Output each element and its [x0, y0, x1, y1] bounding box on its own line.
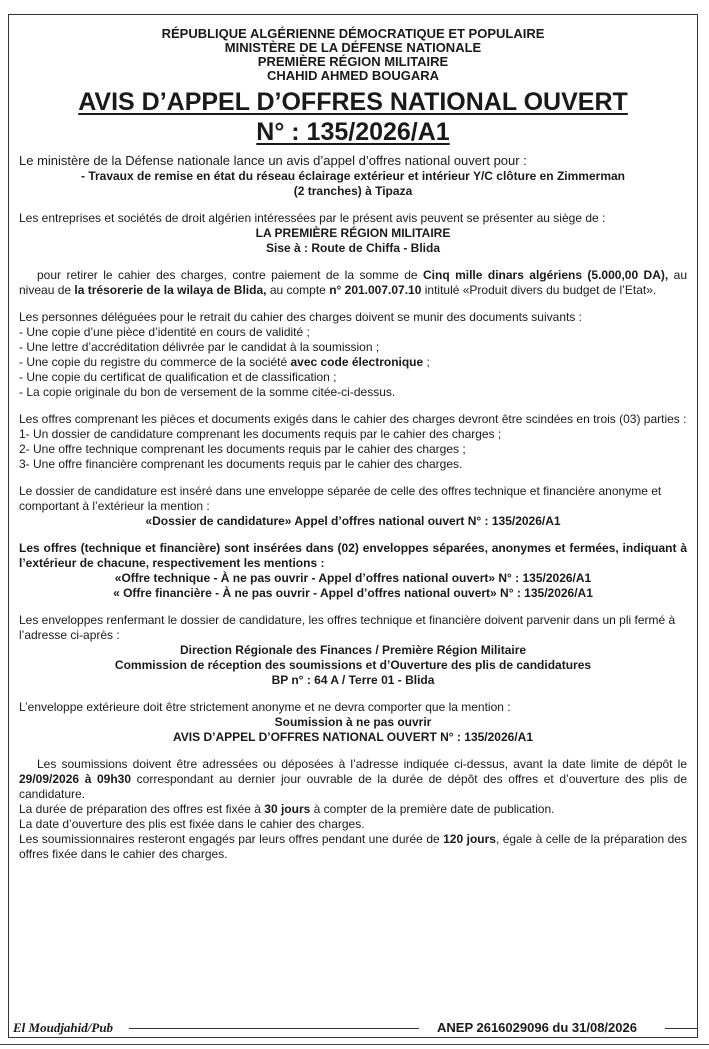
payment-tresorerie: la trésorerie de la wilaya de Blida, [74, 283, 267, 297]
final-duration-c: à compter de la première date de publication. [310, 802, 555, 816]
footer-source: El Moudjahid/Pub [13, 1020, 114, 1035]
final-engagement-days: 120 jours [443, 832, 496, 846]
parts-item-3: 3- Une offre financière comprenant les documents requis par le cahier des charges. [19, 457, 463, 471]
documents-item-1: - Une copie d’une pièce d’identité en cours de validité ; [19, 325, 310, 339]
offres-mention-technique: «Offre technique - À ne pas ouvrir - Appel d’offres national ouvert» N° : 135/2026/A1 [114, 571, 592, 585]
documents-item-4: - Une copie du certificat de qualification et de classification ; [19, 370, 337, 384]
final-deadline-a: Les soumissions doivent être adressées ou déposées à l’adresse indiquée ci-dessus, avant la date limite de dépôt le [37, 757, 687, 771]
notice-content [19, 27, 687, 862]
intro-object-line1: - Travaux de remise en état du réseau éclairage extérieur et intérieur Y/C clôture en Zimmerman [80, 169, 625, 183]
intro-text: Le ministère de la Défense nationale lance un avis d’appel d’offres national ouvert pour : [19, 153, 527, 168]
final-deadline-c: correspondant au dernier jour ouvrable de la durée de dépôt des offres et d’ouverture des plis de candidature. [19, 772, 687, 801]
footer-reference: ANEP 2616029096 du 31/08/2026 [437, 1020, 637, 1035]
footer-rule-left [129, 1028, 419, 1029]
parts-item-1: 1- Un dossier de candidature comprenant les documents requis par le cahier des charges ; [19, 427, 502, 441]
documents-item-3-a: - Une copie du registre du commerce de la société [19, 355, 291, 369]
payment-paragraph [19, 268, 687, 298]
exterieure-line-1: Soumission à ne pas ouvrir [274, 715, 432, 729]
offres-mention-financiere: « Offre financière - À ne pas ouvrir - Appel d’offres national ouvert» N° : 135/2026/A1 [113, 586, 593, 600]
payment-text-3: au compte [266, 283, 330, 297]
notice-frame [8, 14, 698, 1038]
intro-object-line2: (2 tranches) à Tipaza [293, 184, 413, 198]
payment-account: n° 201.007.07.10 [329, 283, 422, 297]
parts-intro: Les offres comprenant les pièces et documents exigés dans le cahier des charges devront être scindées en trois (03) parties : [19, 412, 687, 426]
siege-name: LA PREMIÈRE RÉGION MILITAIRE [255, 226, 451, 240]
offres-text: Les offres (technique et financière) sont insérées dans (02) enveloppes séparées, anonymes et fermées, indiquant à l’extérieur de chacune, respectivement les mentions : [19, 541, 687, 570]
siege-address: Sise à : Route de Chiffa - Blida [265, 241, 441, 255]
documents-item-3-c: ; [423, 355, 430, 369]
header-chahid: CHAHID AHMED BOUGARA [266, 68, 440, 83]
parts-item-2: 2- Une offre technique comprenant les documents requis par le cahier des charges ; [19, 442, 466, 456]
dossier-mention: «Dossier de candidature» Appel d’offres national ouvert N° : 135/2026/A1 [145, 514, 561, 528]
footer [9, 1018, 697, 1038]
documents-item-3 [19, 355, 687, 370]
payment-amount: Cinq mille dinars algériens (5.000,00 DA), [423, 268, 669, 282]
exterieure-line-2: AVIS D’APPEL D’OFFRES NATIONAL OUVERT N° : 135/2026/A1 [173, 730, 533, 744]
payment-text-2: au niveau de [19, 268, 688, 297]
header-ministry: MINISTÈRE DE LA DÉFENSE NATIONALE [224, 40, 482, 55]
documents-item-5: - La copie originale du bon de versement de la somme citée-ci-dessus. [19, 385, 396, 399]
final-opening: La date d’ouverture des plis est fixée dans le cahier des charges. [19, 817, 365, 831]
adresse-line-2: Commission de réception des soumissions et d’Ouverture des plis de candidatures [114, 658, 592, 672]
final-engagement [19, 832, 687, 862]
exterieure-text: L’enveloppe extérieure doit être strictement anonyme et ne devra comporter que la mention : [19, 700, 511, 714]
dossier-text: Le dossier de candidature est inséré dans une enveloppe séparée de celle des offres technique et financière anonyme et comportant à l’extérieur la mention : [19, 484, 662, 513]
documents-item-3-b: avec code électronique [290, 355, 424, 369]
notice-title: AVIS D’APPEL D’OFFRES NATIONAL OUVERT [78, 88, 628, 116]
footer-rule-right [665, 1028, 697, 1029]
siege-text: Les entreprises et sociétés de droit algérien intéressées par le présent avis peuvent se présenter au siège de : [19, 211, 606, 225]
payment-text-4: intitulé «Produit divers du budget de l’Etat». [421, 283, 657, 297]
final-duration [19, 802, 687, 817]
documents-intro: Les personnes déléguées pour le retrait du cahier des charges doivent se munir des documents suivants : [19, 310, 582, 324]
final-deadline [19, 757, 687, 802]
final-engagement-c: , égale à celle de la préparation des offres fixée dans le cahier des charges. [19, 832, 687, 861]
payment-text-1: pour retirer le cahier des charges, contre paiement de la somme de [37, 268, 423, 282]
page-bottom-rule [0, 1044, 709, 1045]
final-deadline-date: 29/09/2026 à 09h30 [19, 772, 132, 786]
header-republic: RÉPUBLIQUE ALGÉRIENNE DÉMOCRATIQUE ET POPULAIRE [161, 26, 545, 41]
adresse-line-3: BP n° : 64 A / Terre 01 - Blida [271, 673, 435, 687]
documents-item-2: - Une lettre d’accréditation délivrée par le candidat à la soumission ; [19, 340, 380, 354]
header-region: PREMIÈRE RÉGION MILITAIRE [257, 54, 449, 69]
adresse-text: Les enveloppes renfermant le dossier de candidature, les offres technique et financière doivent parvenir dans un pli fermé à l’adresse ci-après : [19, 613, 676, 642]
final-engagement-a: Les soumissionnaires resteront engagés par leurs offres pendant une durée de [19, 832, 444, 846]
adresse-line-1: Direction Régionale des Finances / Première Région Militaire [179, 643, 527, 657]
final-duration-a: La durée de préparation des offres est fixée à [19, 802, 265, 816]
notice-number: N° : 135/2026/A1 [256, 118, 450, 146]
final-duration-days: 30 jours [264, 802, 311, 816]
